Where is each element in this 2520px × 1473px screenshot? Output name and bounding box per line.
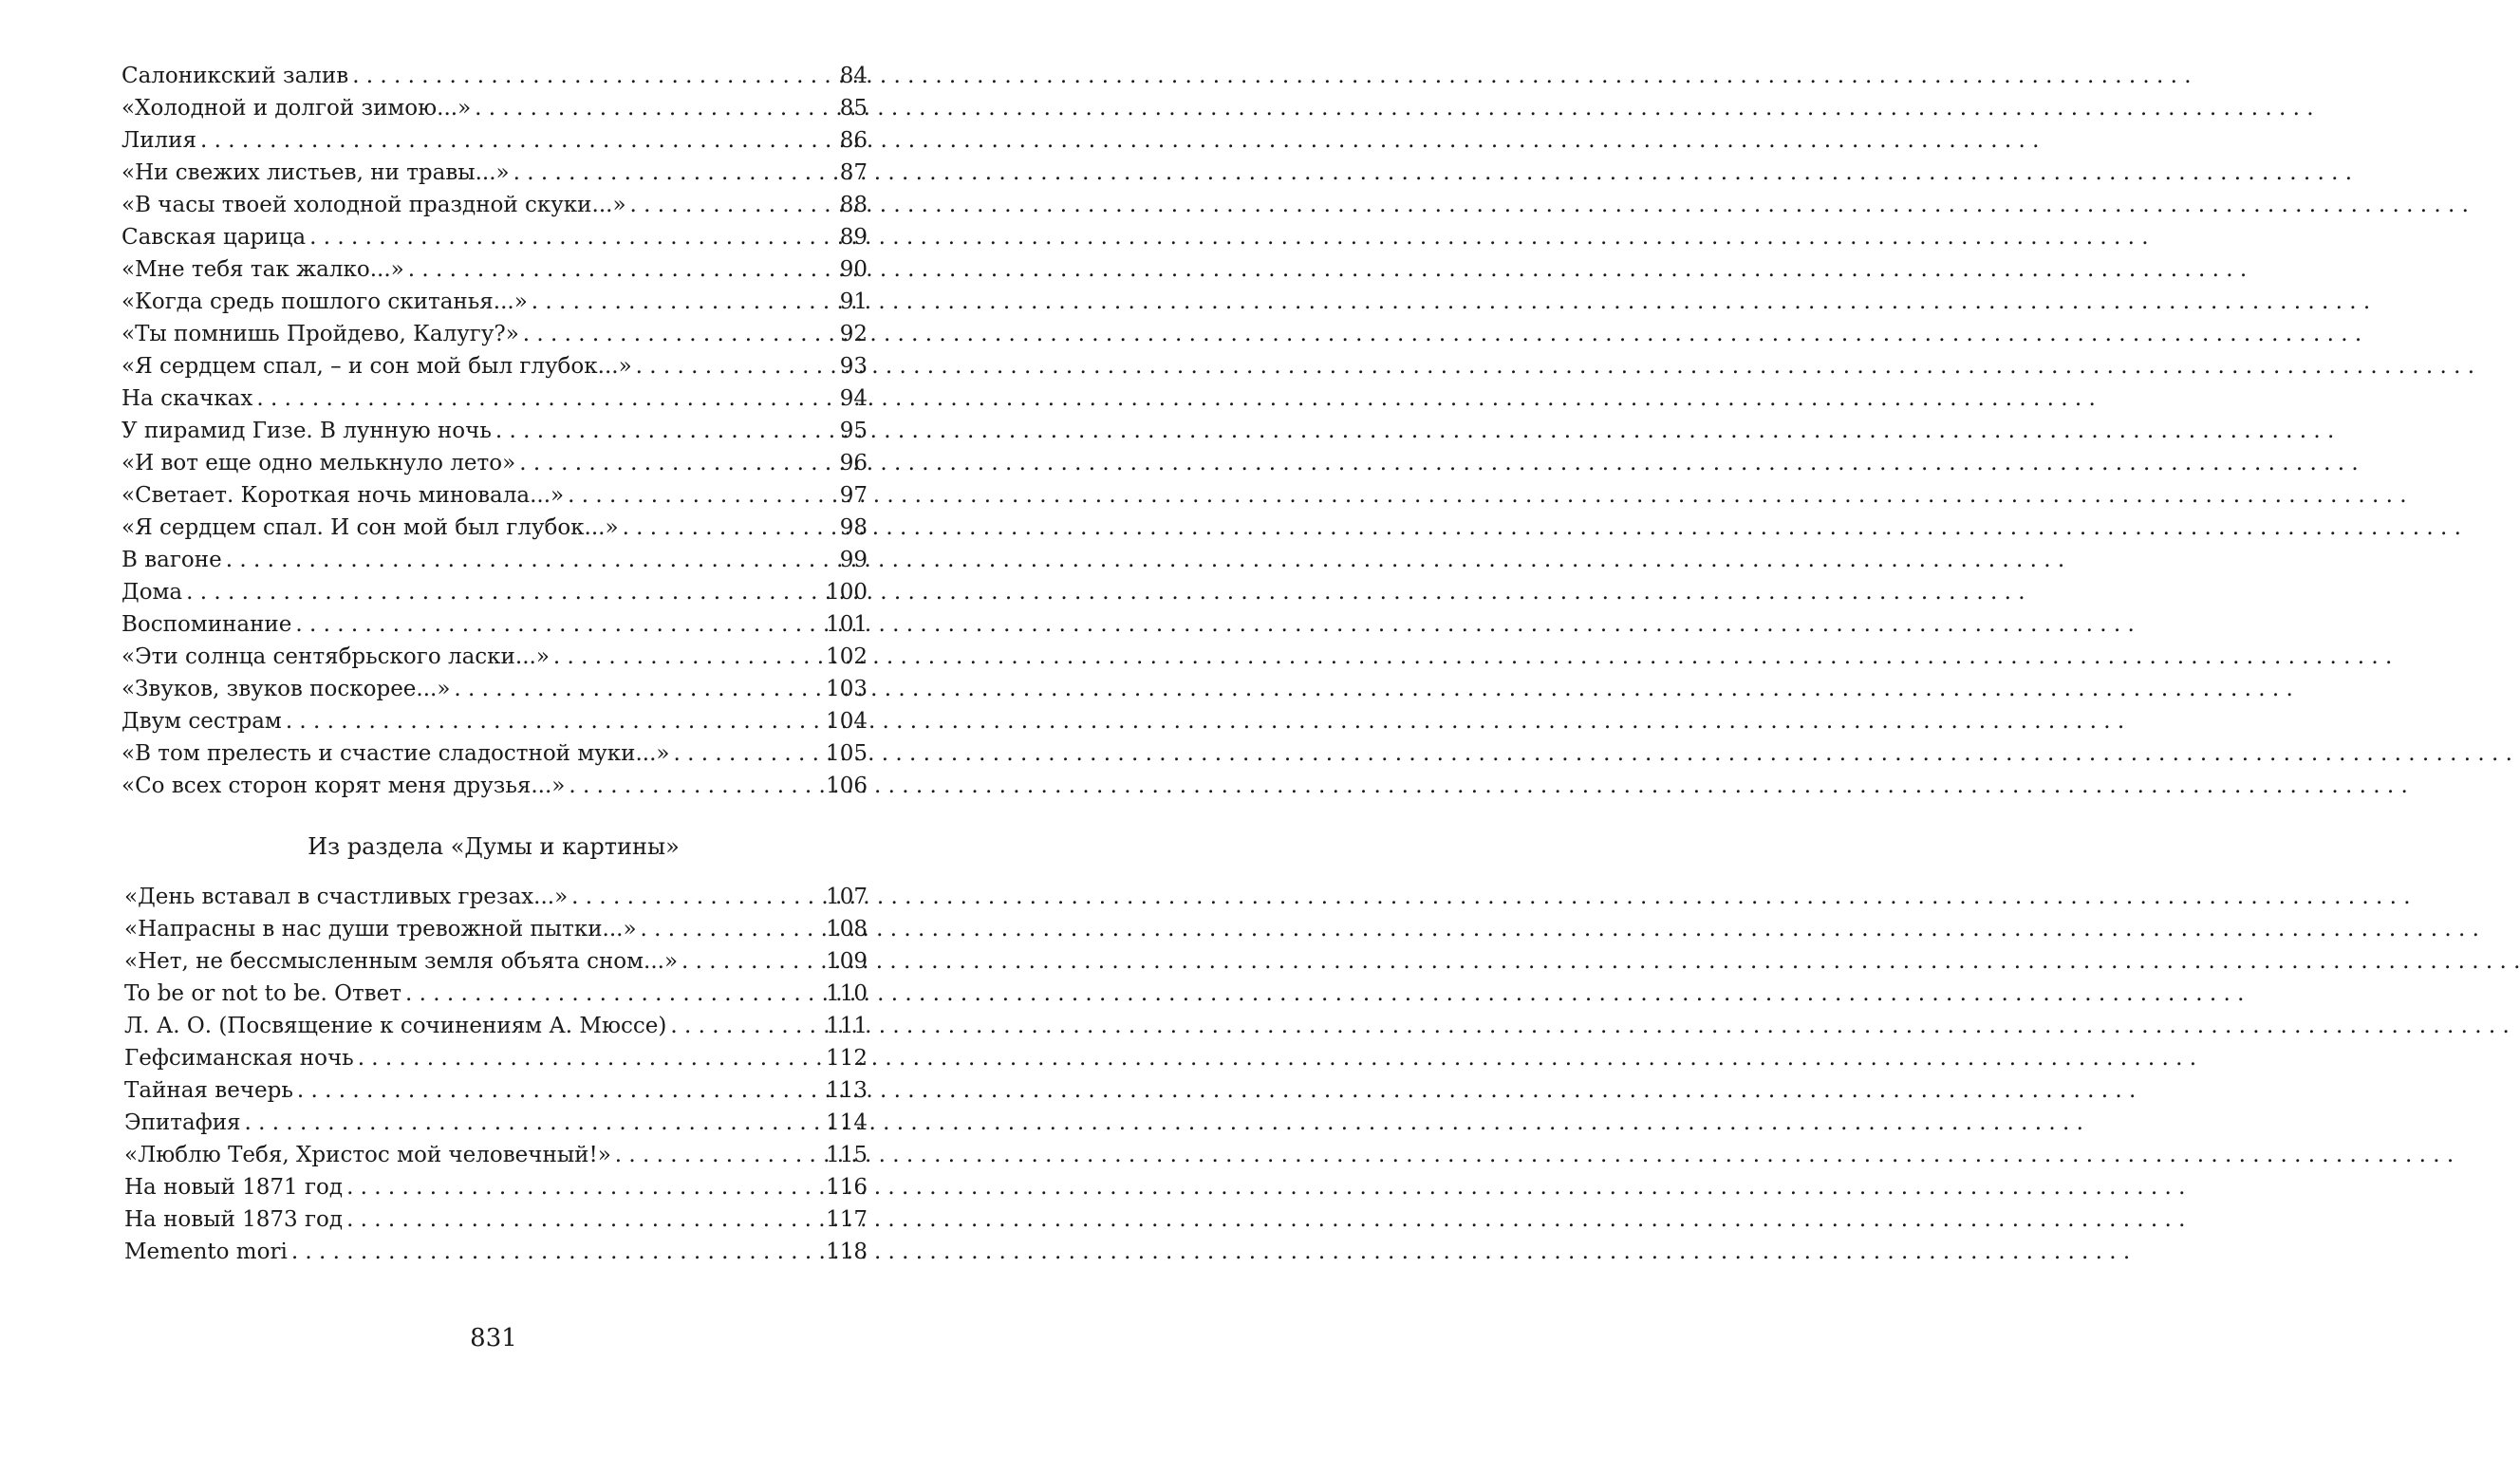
toc-entry-page: 93 bbox=[839, 354, 868, 379]
toc-entry bbox=[121, 673, 868, 705]
toc-leader-dots bbox=[297, 1074, 820, 1107]
toc-entry-title: В вагоне bbox=[121, 548, 222, 572]
toc-leader-dots bbox=[673, 737, 820, 770]
toc-entry-page: 114 bbox=[826, 1110, 868, 1135]
toc-entry-page: 96 bbox=[839, 451, 868, 475]
toc-leader-dots bbox=[226, 544, 828, 576]
toc-entry bbox=[121, 221, 868, 253]
toc-entry-page: 87 bbox=[839, 160, 868, 185]
toc-entry-page: 115 bbox=[826, 1143, 868, 1167]
toc-entry bbox=[124, 945, 868, 978]
toc-entry-title: Двум сестрам bbox=[121, 709, 282, 734]
toc-entry-page: 111 bbox=[826, 1014, 868, 1038]
book-page bbox=[0, 0, 949, 1473]
section-heading: Из раздела «Думы и картины» bbox=[308, 833, 680, 860]
toc-entry bbox=[124, 978, 868, 1010]
toc-entry-page: 85 bbox=[839, 96, 868, 121]
toc-entry-title: На новый 1871 год bbox=[124, 1175, 344, 1200]
toc-leader-dots bbox=[245, 1107, 821, 1139]
toc-leader-dots bbox=[623, 512, 828, 544]
toc-leader-dots bbox=[346, 1203, 820, 1236]
toc-leader-dots bbox=[636, 350, 828, 382]
toc-entry bbox=[124, 1236, 868, 1268]
toc-entry bbox=[121, 318, 868, 350]
toc-entry-title: Савская царица bbox=[121, 225, 307, 250]
toc-entry-title: «Ты помнишь Пройдево, Калугу?» bbox=[121, 322, 519, 346]
toc-entry-page: 112 bbox=[826, 1046, 868, 1071]
toc-entry-page: 117 bbox=[826, 1207, 868, 1232]
toc-leader-dots bbox=[523, 318, 828, 350]
toc-leader-dots bbox=[670, 1010, 820, 1042]
toc-entry-title: «Мне тебя так жалко...» bbox=[121, 257, 404, 282]
toc-entry-title: Дома bbox=[121, 580, 183, 605]
toc-entry bbox=[121, 92, 868, 124]
toc-entry bbox=[121, 576, 868, 608]
toc-entry-page: 89 bbox=[839, 225, 868, 250]
toc-leader-dots bbox=[513, 157, 828, 189]
toc-entry-page: 97 bbox=[839, 483, 868, 508]
toc-entry-page: 101 bbox=[826, 612, 868, 637]
toc-leader-dots bbox=[475, 92, 828, 124]
toc-entry-page: 113 bbox=[826, 1078, 868, 1103]
toc-entry-page: 116 bbox=[826, 1175, 868, 1200]
toc-entry-page: 98 bbox=[839, 515, 868, 540]
toc-entry-title: «Звуков, звуков поскорее...» bbox=[121, 677, 451, 701]
toc-leader-dots bbox=[358, 1042, 820, 1074]
toc-leader-dots bbox=[286, 705, 820, 737]
toc-entry bbox=[121, 641, 868, 673]
toc-leader-dots bbox=[408, 253, 828, 286]
toc-entry-title: «Когда средь пошлого скитанья...» bbox=[121, 289, 528, 314]
toc-leader-dots bbox=[641, 913, 821, 945]
toc-entry-title: «Эти солнца сентябрьского ласки...» bbox=[121, 644, 550, 669]
toc-leader-dots bbox=[352, 60, 828, 92]
toc-leader-dots bbox=[295, 608, 820, 641]
toc-entry-page: 104 bbox=[826, 709, 868, 734]
toc-entry-title: «Светает. Короткая ночь миновала...» bbox=[121, 483, 565, 508]
toc-leader-dots bbox=[291, 1236, 820, 1268]
toc-entry-page: 91 bbox=[839, 289, 868, 314]
toc-leader-dots bbox=[630, 189, 828, 221]
toc-entry bbox=[124, 1010, 868, 1042]
toc-entry bbox=[124, 913, 868, 945]
toc-leader-dots bbox=[256, 382, 828, 415]
toc-entry-page: 99 bbox=[839, 548, 868, 572]
toc-leader-dots bbox=[615, 1139, 820, 1171]
toc-entry-page: 92 bbox=[839, 322, 868, 346]
toc-entry-page: 110 bbox=[826, 981, 868, 1006]
toc-entry-page: 86 bbox=[839, 128, 868, 153]
toc-entry bbox=[121, 608, 868, 641]
toc-leader-dots bbox=[553, 641, 820, 673]
toc-entry bbox=[124, 1203, 868, 1236]
toc-entry bbox=[121, 286, 868, 318]
toc-entry-title: «Холодной и долгой зимою...» bbox=[121, 96, 472, 121]
toc-entry bbox=[121, 124, 868, 157]
toc-entry-page: 103 bbox=[826, 677, 868, 701]
toc-entry bbox=[124, 1107, 868, 1139]
toc-entry-title: «Я сердцем спал, – и сон мой был глубок...» bbox=[121, 354, 632, 379]
toc-entry bbox=[121, 770, 868, 802]
toc-leader-dots bbox=[571, 881, 820, 913]
toc-entry-page: 88 bbox=[839, 193, 868, 217]
toc-leader-dots bbox=[568, 479, 828, 512]
toc-entry-title: «И вот еще одно мелькнуло лето» bbox=[121, 451, 516, 475]
toc-leader-dots bbox=[454, 673, 820, 705]
toc-entry bbox=[121, 350, 868, 382]
toc-entry-title: «Нет, не бессмысленным земля объята сном...» bbox=[124, 949, 679, 974]
toc-entry bbox=[124, 1042, 868, 1074]
toc-entry bbox=[124, 1171, 868, 1203]
toc-entry-title: Воспоминание bbox=[121, 612, 292, 637]
toc-entry-title: Лилия bbox=[121, 128, 196, 153]
toc-entry bbox=[121, 737, 868, 770]
toc-entry bbox=[121, 512, 868, 544]
toc-entry-title: У пирамид Гизе. В лунную ночь bbox=[121, 419, 492, 443]
toc-entry-title: Гефсиманская ночь bbox=[124, 1046, 354, 1071]
toc-entry bbox=[121, 544, 868, 576]
toc-entry bbox=[121, 60, 868, 92]
toc-leader-dots bbox=[532, 286, 828, 318]
toc-entry-title: To be or not to be. Ответ bbox=[124, 981, 401, 1006]
toc-entry-page: 118 bbox=[826, 1240, 868, 1264]
toc-entry bbox=[124, 1074, 868, 1107]
toc-leader-dots bbox=[200, 124, 828, 157]
toc-leader-dots bbox=[569, 770, 820, 802]
table-of-contents-part-2 bbox=[124, 881, 868, 1268]
toc-entry-title: Салоникский залив bbox=[121, 64, 349, 88]
toc-leader-dots bbox=[681, 945, 820, 978]
toc-entry-page: 90 bbox=[839, 257, 868, 282]
toc-entry-title: «В том прелесть и счастие сладостной муки...» bbox=[121, 741, 670, 766]
toc-entry-title: На новый 1873 год bbox=[124, 1207, 344, 1232]
table-of-contents-part-1 bbox=[121, 60, 868, 802]
toc-entry-page: 106 bbox=[826, 774, 868, 798]
toc-entry-page: 105 bbox=[826, 741, 868, 766]
toc-entry-page: 95 bbox=[839, 419, 868, 443]
toc-entry bbox=[121, 157, 868, 189]
toc-entry bbox=[121, 382, 868, 415]
toc-entry bbox=[124, 1139, 868, 1171]
page-number: 831 bbox=[470, 1324, 517, 1352]
toc-entry-title: На скачках bbox=[121, 386, 253, 411]
toc-entry-title: «День вставал в счастливых грезах...» bbox=[124, 885, 569, 909]
toc-entry-title: «Люблю Тебя, Христос мой человечный!» bbox=[124, 1143, 611, 1167]
toc-entry-page: 94 bbox=[839, 386, 868, 411]
toc-entry-page: 84 bbox=[839, 64, 868, 88]
toc-entry-page: 100 bbox=[826, 580, 868, 605]
toc-entry-title: «Ни свежих листьев, ни травы...» bbox=[121, 160, 510, 185]
toc-entry bbox=[121, 447, 868, 479]
toc-entry-page: 107 bbox=[826, 885, 868, 909]
toc-entry bbox=[121, 705, 868, 737]
toc-entry-page: 108 bbox=[826, 917, 868, 942]
toc-entry-page: 102 bbox=[826, 644, 868, 669]
toc-entry-title: Эпитафия bbox=[124, 1110, 241, 1135]
toc-entry-title: «В часы твоей холодной праздной скуки...» bbox=[121, 193, 626, 217]
toc-entry bbox=[124, 881, 868, 913]
toc-entry bbox=[121, 479, 868, 512]
toc-entry-page: 109 bbox=[826, 949, 868, 974]
toc-leader-dots bbox=[405, 978, 820, 1010]
toc-leader-dots bbox=[519, 447, 828, 479]
toc-entry-title: Л. А. О. (Посвящение к сочинениям А. Мюссе) bbox=[124, 1014, 667, 1038]
toc-entry bbox=[121, 189, 868, 221]
toc-entry-title: «Напрасны в нас души тревожной пытки...» bbox=[124, 917, 637, 942]
toc-entry-title: Memento mori bbox=[124, 1240, 288, 1264]
toc-entry-title: «Со всех сторон корят меня друзья...» bbox=[121, 774, 566, 798]
toc-entry bbox=[121, 415, 868, 447]
toc-entry-title: «Я сердцем спал. И сон мой был глубок...» bbox=[121, 515, 619, 540]
toc-leader-dots bbox=[495, 415, 828, 447]
toc-leader-dots bbox=[346, 1171, 820, 1203]
toc-entry bbox=[121, 253, 868, 286]
toc-leader-dots bbox=[186, 576, 820, 608]
toc-entry-title: Тайная вечерь bbox=[124, 1078, 293, 1103]
toc-leader-dots bbox=[309, 221, 828, 253]
